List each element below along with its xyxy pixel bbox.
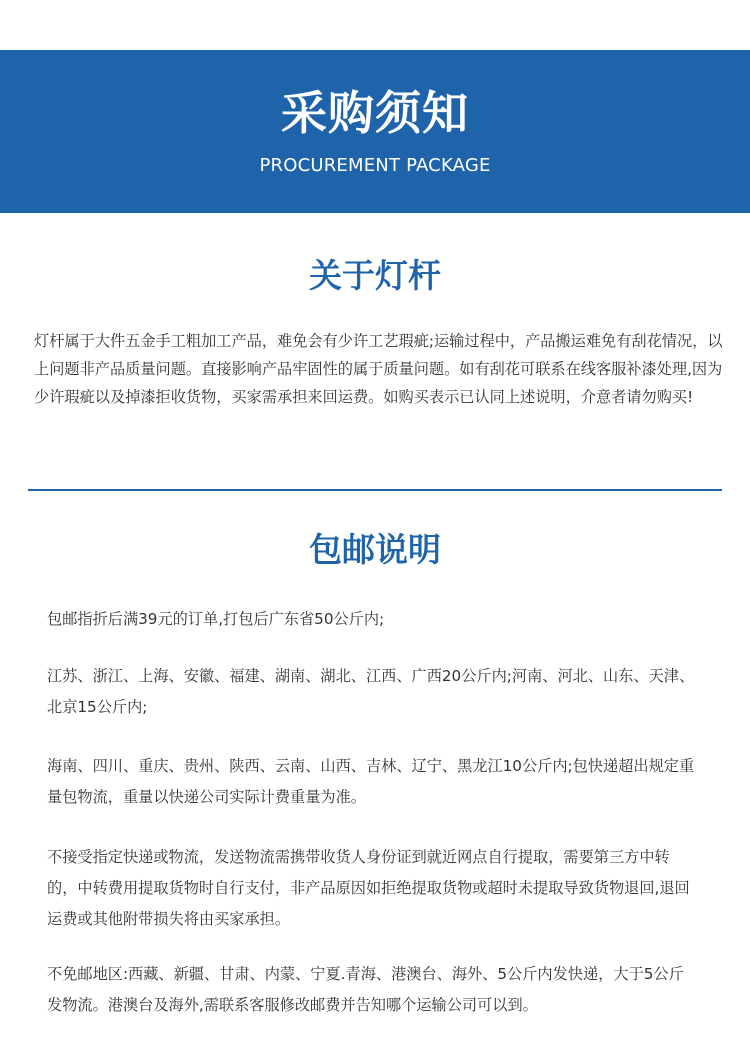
shipping-paragraph: 不免邮地区:西藏、新疆、甘肃、内蒙、宁夏.青海、港澳台、海外、5公斤内发快递，大于5公斤发物流。港澳台及海外,需联系客服修改邮费并告知哪个运输公司可以到。 [47,965,684,1014]
shipping-paragraph: 包邮指折后满39元的订单,打包后广东省50公斤内; [47,610,385,628]
shipping-paragraph: 海南、四川、重庆、贵州、陕西、云南、山西、吉林、辽宁、黑龙江10公斤内;包快递超出规定重量包物流，重量以快递公司实际计费重量为准。 [47,757,695,806]
shipping-paragraph: 江苏、浙江、上海、安徽、福建、湖南、湖北、江西、广西20公斤内;河南、河北、山东、天津、北京15公斤内; [47,667,695,716]
about-section-title: 关于灯杆 [309,256,441,295]
about-paragraph: 灯杆属于大件五金手工粗加工产品，难免会有少许工艺瑕疵;运输过程中，产品搬运难免有刮花情况，以上问题非产品质量问题。直接影响产品牢固性的属于质量问题。如有刮花可联系在线客服补漆处理,因为少许瑕疵以及掉漆拒收货物，买家需承担来回运费。如购买表示已认同上述说明，介意者请勿购买! [34,332,723,406]
page-subtitle: PROCUREMENT PACKAGE [259,155,491,176]
page-title: 采购须知 [281,86,469,140]
shipping-section-title: 包邮说明 [309,530,441,569]
section-divider [28,489,722,491]
shipping-paragraph: 不接受指定快递或物流，发送物流需携带收货人身份证到就近网点自行提取，需要第三方中转的，中转费用提取货物时自行支付，非产品原因如拒绝提取货物或超时未提取导致货物退回,退回运费或其他附带损失将由买家承担。 [47,848,690,928]
header-banner [0,50,750,213]
